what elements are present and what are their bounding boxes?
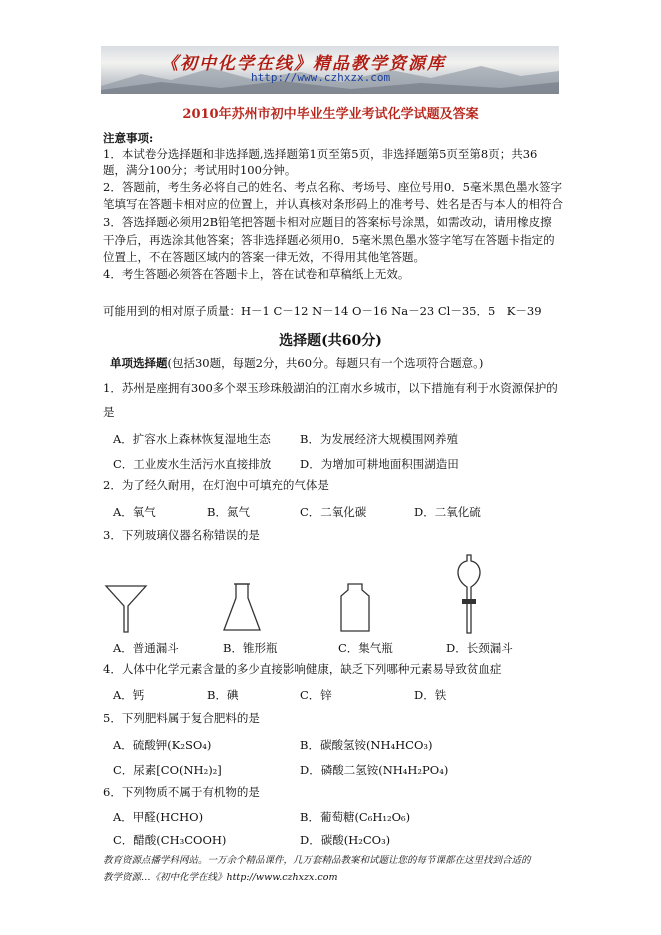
instructions-label: 单项选择题 [110,356,168,370]
q1-option-a[interactable]: A．扩容水上森林恢复湿地生态 [113,432,271,446]
note-line: 1．本试卷分选择题和非选择题,选择题第1页至第5页，非选择题第5页至第8页；共36 [103,147,538,161]
q3-option-d[interactable]: D．长颈漏斗 [446,641,513,655]
q1-option-d[interactable]: D．为增加可耕地面积围湖造田 [300,457,459,471]
q6-option-c[interactable]: C．醋酸(CH₃COOH) [113,833,227,847]
note-line: 3．答选择题必须用2B铅笔把答题卡相对应题目的答案标号涂黑，如需改动，请用橡皮擦 [103,215,552,229]
question-1-stem-cont: 是 [103,405,115,419]
note-line: 笔填写在答题卡相对应的位置上，并认真核对条形码上的准考号、姓名是否与本人的相符合 [103,197,563,211]
conical-flask-icon [220,582,264,634]
question-4-stem: 4．人体中化学元素含量的多少直接影响健康，缺乏下列哪种元素易导致贫血症 [103,662,502,676]
instructions [110,356,483,371]
funnel-icon [104,582,148,634]
note-line: 干净后，再选涂其他答案；答非选择题必须用0．5毫米黑色墨水签字笔写在答题卡指定的 [103,233,555,247]
q2-option-a[interactable]: A．氧气 [113,505,156,519]
notes-heading: 注意事项: [103,131,154,145]
note-line: 4．考生答题必须答在答题卡上，答在试卷和草稿纸上无效。 [103,267,410,281]
q5-option-c[interactable]: C．尿素[CO(NH₂)₂] [113,763,222,777]
q4-option-d[interactable]: D．铁 [414,688,447,702]
question-1-stem: 1．苏州是座拥有300多个翠玉珍珠般湖泊的江南水乡城市，以下措施有利于水资源保护的 [103,381,558,395]
note-line: 位置上，不在答题区域内的答案一律无效，不得用其他笔答题。 [103,250,425,264]
section-title: 选择题(共60分) [279,333,382,349]
banner-title: 《初中化学在线》精品教学资源库 [161,54,446,74]
q3-option-b[interactable]: B．锥形瓶 [223,641,278,655]
header-banner [101,46,559,94]
note-line: 题，满分100分；考试用时100分钟。 [103,163,297,177]
question-2-stem: 2．为了经久耐用，在灯泡中可填充的气体是 [103,478,329,492]
document-title: 2010年苏州市初中毕业生学业考试化学试题及答案 [182,107,479,122]
footer-line-1: 教育资源点播学科网站。一万余个精品课件，几万套精品教案和试题让您的每节课都在这里找到合适的 [103,855,531,866]
long-neck-funnel-icon [452,553,486,635]
q5-option-d[interactable]: D．磷酸二氢铵(NH₄H₂PO₄) [300,763,449,777]
q5-option-a[interactable]: A．硫酸钾(K₂SO₄) [113,738,212,752]
question-5-stem: 5．下列肥料属于复合肥料的是 [103,711,260,725]
q6-option-d[interactable]: D．碳酸(H₂CO₃) [300,833,391,847]
q6-option-a[interactable]: A．甲醛(HCHO) [113,810,204,824]
banner-url[interactable]: http://www.czhxzx.com [251,71,391,84]
q2-option-d[interactable]: D．二氧化硫 [414,505,481,519]
q1-option-c[interactable]: C．工业废水生活污水直接排放 [113,457,272,471]
q4-option-c[interactable]: C．锌 [300,688,332,702]
q3-option-a[interactable]: A．普通漏斗 [113,641,179,655]
q1-option-b[interactable]: B．为发展经济大规模围网养殖 [300,432,458,446]
q3-option-c[interactable]: C．集气瓶 [338,641,393,655]
q4-option-b[interactable]: B．碘 [207,688,239,702]
q2-option-b[interactable]: B．氮气 [207,505,250,519]
q6-option-b[interactable]: B．葡萄糖(C₆H₁₂O₆) [300,810,411,824]
q5-option-b[interactable]: B．碳酸氢铵(NH₄HCO₃) [300,738,433,752]
q4-option-a[interactable]: A．钙 [113,688,145,702]
question-3-stem: 3．下列玻璃仪器名称错误的是 [103,528,260,542]
footer-line-2: 教学资源…《初中化学在线》http://www.czhxzx.com [103,872,338,883]
question-6-stem: 6．下列物质不属于有机物的是 [103,785,260,799]
gas-jar-icon [337,582,373,634]
instructions-text: (包括30题，每题2分，共60分。每题只有一个选项符合题意。) [167,356,484,370]
note-line: 2．答题前，考生务必将自己的姓名、考点名称、考场号、座位号用0．5毫米黑色墨水签字 [103,180,562,194]
atomic-masses: 可能用到的相对原子质量：H－1 C－12 N－14 O－16 Na－23 Cl－35．5 K－39 [103,304,542,318]
q2-option-c[interactable]: C．二氧化碳 [300,505,367,519]
